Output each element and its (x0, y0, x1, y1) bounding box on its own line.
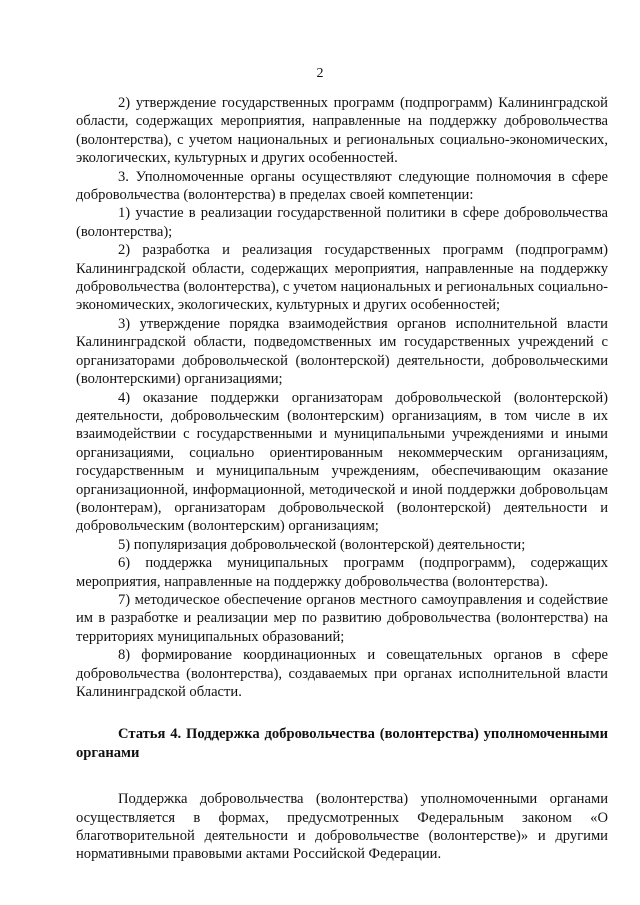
paragraph-item-2-approval: 2) утверждение государственных программ (подпрограмм) Калининградской области, содержащих мероприятия, направленные на поддержку добровольчества (волонтерства), с учетом национальных и региональных социально-экономических, экологических, культурных и других особенностей. (76, 95, 608, 167)
paragraph-item-1-participation: 1) участие в реализации государственной политики в сфере добровольчества (волонтерства); (76, 205, 608, 240)
paragraph-section-3-intro: 3. Уполномоченные органы осуществляют следующие полномочия в сфере добровольчества (волонтерства) в пределах своей компетенции: (76, 168, 608, 204)
paragraph-item-5-popularization: 5) популяризация добровольческой (волонтерской) деятельности; (118, 536, 526, 553)
page-number: 2 (316, 66, 324, 81)
paragraph-item-8-coordination: 8) формирование координационных и совещательных органов в сфере добровольчества (волонтерства), создаваемых при органах исполнительной власти Калининградской области. (76, 647, 608, 700)
paragraph-item-4-support: 4) оказание поддержки организаторам добровольческой (волонтерской) деятельности, добровольческим (волонтерским) организациям, в том числе в их взаимодействии с государственными и муниципальными учреждениями и иными организациями, социально ориентированным некоммерческим организациям, государственным и муниципальным учреждениям, обеспечивающим оказание организационной, информационной, методической и иной поддержки добровольцам (волонтерам), организаторам добровольческой (волонтерской) деятельности и добровольческим (волонтерским) организациям; (76, 389, 608, 535)
article-4-text: Поддержка добровольчества (волонтерства) уполномоченными органами осуществляется в формах, предусмотренных Федеральным законом «О благотворительной деятельности и добровольчестве (волонтерстве)» и другими нормативными правовыми актами Российской Федерации. (76, 791, 608, 863)
paragraph-item-6-municipal-programs: 6) поддержка муниципальных программ (подпрограмм), содержащих мероприятия, направленные на поддержку добровольчества (волонтерства). (76, 555, 608, 590)
paragraph-item-2-development: 2) разработка и реализация государственных программ (подпрограмм) Калининградской области, содержащих мероприятия, направленные на поддержку добровольчества (волонтерства), с учетом национальных и региональных социально-экономических, экологических, культурных и других особенностей; (76, 242, 608, 314)
article-4-heading: Статья 4. Поддержка добровольчества (волонтерства) уполномоченными органами (76, 726, 608, 761)
document-body (76, 94, 608, 864)
paragraph-item-3-interaction: 3) утверждение порядка взаимодействия органов исполнительной власти Калининградской области, подведомственных им государственных учреждений с организаторами добровольческой (волонтерской) деятельности, добровольческими (волонтерскими) организациями; (76, 315, 608, 388)
paragraph-item-7-methodological: 7) методическое обеспечение органов местного самоуправления и содействие им в разработке и реализации мер по развитию добровольчества (волонтерства) на территориях муниципальных образований; (76, 591, 608, 645)
